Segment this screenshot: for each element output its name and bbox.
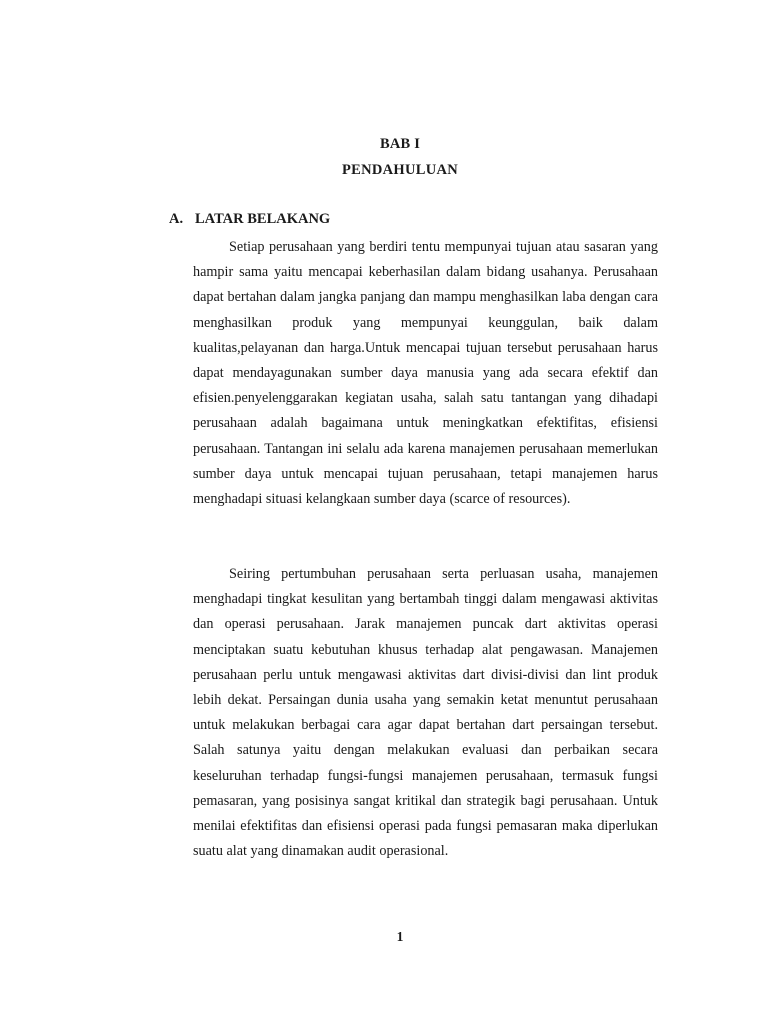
section-heading	[169, 211, 330, 228]
page-number: 1	[396, 929, 404, 944]
paragraph-1: Setiap perusahaan yang berdiri tentu mempunyai tujuan atau sasaran yang hampir sama yaitu mencapai keberhasilan dalam bidang usahanya. Perusahaan dapat bertahan dalam jangka panjang dan mampu menghasilkan laba dengan cara menghasilkan produk yang mempunyai keunggulan, baik dalam kualitas,pelayanan dan harga.Untuk mencapai tujuan tersebut perusahaan harus dapat mendayagunakan sumber daya manusia yang ada secara efektif dan efisien.penyelenggarakan kegiatan usaha, salah satu tantangan yang dihadapi perusahaan adalah bagaimana untuk meningkatkan efektifitas, efisiensi perusahaan. Tantangan ini selalu ada karena manajemen perusahaan memerlukan sumber daya untuk mencapai tujuan perusahaan, tetapi manajemen harus menghadapi situasi kelangkaan sumber daya (scarce of resources).	[193, 239, 658, 508]
section-title: LATAR BELAKANG	[195, 211, 331, 227]
section-marker: A.	[169, 211, 184, 227]
chapter-number: BAB I	[379, 136, 421, 152]
paragraph-2: Seiring pertumbuhan perusahaan serta perluasan usaha, manajemen menghadapi tingkat kesulitan yang bertambah tinggi dalam mengawasi aktivitas dan operasi perusahaan. Jarak manajemen puncak dart aktivitas operasi menciptakan suatu kebutuhan khusus terhadap alat pengawasan. Manajemen perusahaan perlu untuk mengawasi aktivitas dart divisi-divisi dan lint produk lebih dekat. Persaingan dunia usaha yang semakin ketat menuntut perusahaan untuk melakukan berbagai cara agar dapat bertahan dart persaingan tersebut. Salah satunya yaitu dengan melakukan evaluasi dan perbaikan secara keseluruhan terhadap fungsi-fungsi manajemen perusahaan, termasuk fungsi pemasaran, yang posisinya sangat kritikal dan strategik bagi perusahaan. Untuk menilai efektifitas dan efisiensi operasi pada fungsi pemasaran maka diperlukan suatu alat yang dinamakan audit operasional.	[193, 566, 658, 860]
chapter-title: PENDAHULUAN	[341, 162, 459, 178]
